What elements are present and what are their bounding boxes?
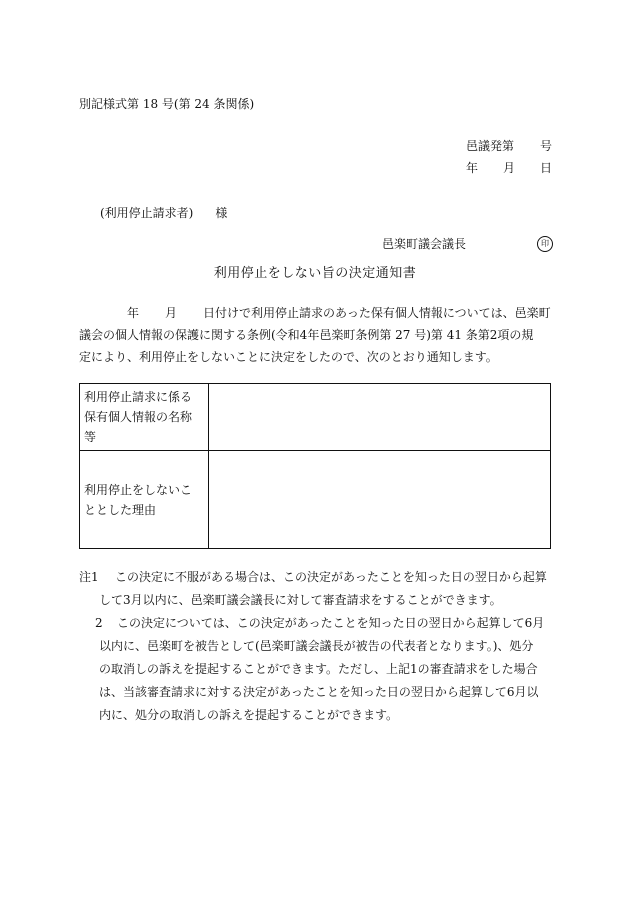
note-2-line-1 [79, 612, 559, 635]
table-label-line: 保有個人情報の名称 [84, 410, 193, 424]
note-text: の取消しの訴えを提起することができます。ただし、上記1の審査請求をした場合 [99, 662, 538, 676]
table-label-cell [80, 384, 209, 451]
note-2-line-4 [79, 681, 559, 704]
info-table [79, 383, 551, 549]
note-text: 内に、処分の取消しの訴えを提起することができます。 [99, 708, 399, 722]
addressee-honorific: 様 [215, 206, 228, 220]
table-label-line: ととした理由 [84, 502, 157, 517]
document-number-suffix: 号 [539, 139, 552, 153]
table-label-line: 利用停止をしないこ [84, 482, 193, 497]
note-text: 以内に、邑楽町を被告として(邑楽町議会議長が被告の代表者となります。)、処分 [99, 639, 534, 653]
note-1-line-1 [79, 566, 559, 589]
addressee [100, 205, 227, 221]
note-text: この決定に不服がある場合は、この決定があったことを知った日の翌日から起算 [115, 570, 547, 584]
table-value-cell [209, 451, 551, 549]
table-value-cell [209, 384, 551, 451]
note-text: は、当該審査請求に対する決定があったことを知った日の翌日から起算して6月以 [99, 685, 539, 699]
body-year: 年 [127, 306, 140, 320]
form-number: 別記様式第 18 号(第 24 条関係) [79, 97, 255, 111]
table-label-line: 利用停止請求に係る [84, 390, 193, 404]
body-line-3: 定により、利用停止をしないことに決定をしたので、次のとおり通知します。 [79, 350, 498, 364]
body-line-1 [79, 302, 553, 324]
date-month: 月 [502, 161, 515, 175]
notes-section [79, 566, 559, 727]
body-month: 月 [165, 306, 178, 320]
body-line-1-rest: 日付けで利用停止請求のあった保有個人情報については、邑楽町 [203, 306, 551, 320]
note-1-line-2 [79, 589, 559, 612]
note-2-line-5 [79, 704, 559, 727]
addressee-name: (利用停止請求者) [100, 206, 194, 220]
notes-prefix: 注1 [79, 570, 99, 584]
note-text: して3月以内に、邑楽町議会議長に対して審査請求をすることができます。 [99, 593, 502, 607]
date-day: 日 [539, 161, 552, 175]
document-number [466, 138, 552, 154]
sender-name: 邑楽町議会議長 [382, 237, 467, 251]
document-title: 利用停止をしない旨の決定通知書 [213, 266, 417, 281]
table-label-line: 等 [84, 430, 97, 444]
issue-date [466, 160, 552, 176]
table-label-cell [80, 451, 209, 549]
body-line-2: 議会の個人情報の保護に関する条例(令和4年邑楽町条例第 27 号)第 41 条第2項の規 [79, 328, 534, 342]
document-number-prefix: 邑議発第 [466, 139, 515, 153]
seal-mark: 印 [537, 236, 553, 252]
table-row [80, 451, 551, 549]
note-text: この決定については、この決定があったことを知った日の翌日から起算して6月 [117, 616, 545, 630]
date-year: 年 [466, 161, 479, 175]
body-text [79, 302, 553, 368]
note-2-number: 2 [95, 616, 103, 630]
note-2-line-3 [79, 658, 559, 681]
note-2-line-2 [79, 635, 559, 658]
table-row [80, 384, 551, 451]
